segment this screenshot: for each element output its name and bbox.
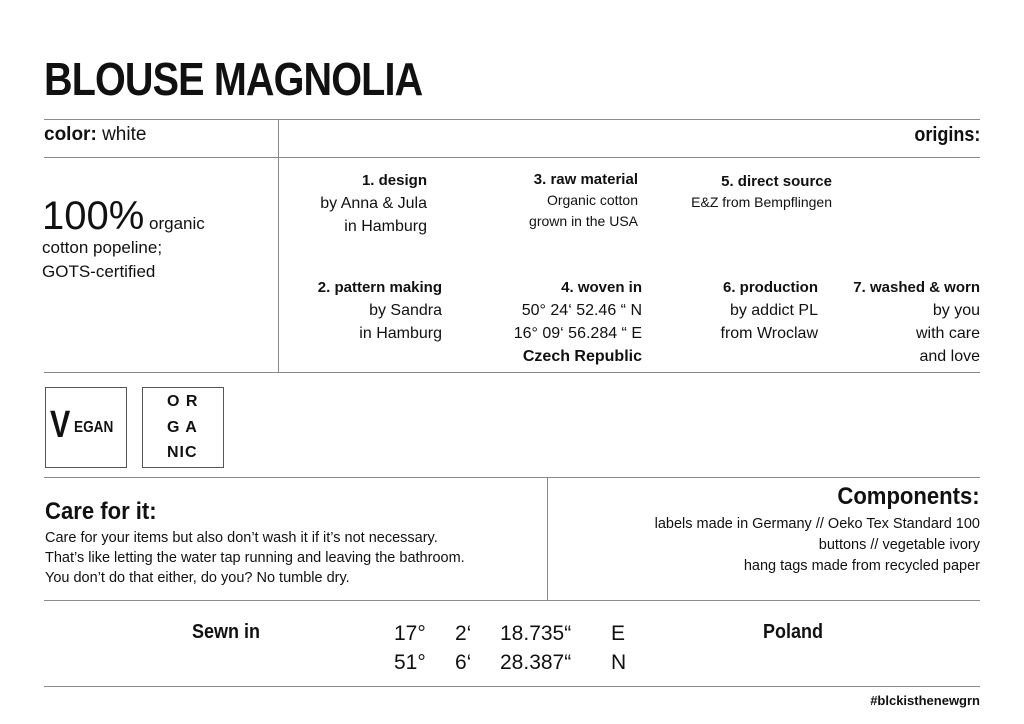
origin-step-production — [721, 276, 819, 345]
step-line: by Sandra — [369, 302, 442, 319]
coord-min: 6‘ — [455, 651, 472, 674]
step-country: Czech Republic — [522, 348, 642, 365]
step-line: 16° 09‘ 56.284 “ E — [513, 325, 642, 342]
components-line: buttons // vegetable ivory — [818, 537, 980, 553]
origins-label: origins: — [913, 124, 980, 146]
care-line: You don’t do that either, do you? No tumble dry. — [45, 570, 350, 586]
origin-step-woven-in — [514, 276, 642, 368]
vegan-badge — [45, 387, 127, 468]
step-line: E&Z from Bempflingen — [691, 194, 832, 210]
coord-min: 2‘ — [455, 622, 472, 645]
organic-badge-line: O R — [167, 393, 199, 410]
step-line: by you — [932, 302, 980, 319]
divider-care-bottom — [44, 600, 980, 601]
step-line: and love — [919, 348, 980, 365]
vegan-badge-initial: V — [50, 404, 71, 446]
divider-header — [44, 157, 980, 158]
divider-care-components — [547, 477, 548, 600]
step-line: in Hamburg — [359, 325, 442, 342]
origin-step-washed-worn — [853, 276, 980, 368]
sewn-in-label: Sewn in — [192, 621, 261, 643]
fabric-percent: 100% — [42, 194, 145, 238]
divider-top — [44, 119, 980, 120]
coord-sec: 18.735“ — [500, 622, 572, 645]
step-title: 3. raw material — [533, 171, 638, 188]
coord-dir: N — [611, 651, 627, 674]
care-line: Care for your items but also don’t wash it if it’s not necessary. — [45, 530, 438, 546]
care-line: That’s like letting the water tap running and leaving the bathroom. — [45, 550, 465, 566]
step-line: from Wroclaw — [720, 325, 818, 342]
fabric-composition — [42, 196, 272, 284]
coord-dir: E — [611, 622, 626, 645]
fabric-line2: cotton popeline; — [42, 238, 163, 257]
care-title: Care for it: — [45, 498, 157, 525]
origin-step-design — [320, 169, 427, 238]
color-label: color: — [44, 124, 97, 145]
origin-step-raw-material — [529, 169, 638, 232]
fabric-line3: GOTS-certified — [42, 262, 156, 281]
step-line: grown in the USA — [529, 213, 638, 229]
step-title: 5. direct source — [721, 173, 832, 190]
coord-deg: 17° — [394, 622, 426, 645]
organic-badge-line: G A — [167, 419, 198, 436]
care-text — [45, 528, 535, 588]
step-line: by Anna & Jula — [320, 195, 427, 212]
step-title: 2. pattern making — [317, 279, 442, 296]
divider-origins-left — [278, 119, 279, 372]
divider-badges-bottom — [44, 477, 980, 478]
step-line: 50° 24‘ 52.46 “ N — [521, 302, 642, 319]
coord-sec: 28.387“ — [500, 651, 572, 674]
organic-badge-line: NIC — [167, 444, 198, 461]
step-line: by addict PL — [729, 302, 818, 319]
step-line: with care — [915, 325, 980, 342]
step-line: Organic cotton — [546, 192, 638, 208]
step-line: in Hamburg — [344, 218, 427, 235]
fabric-line1: organic — [144, 214, 205, 233]
color-value: white — [102, 124, 147, 145]
origin-step-pattern-making — [318, 276, 442, 345]
vegan-badge-text: EGAN — [74, 419, 114, 436]
components-title: Components: — [837, 483, 980, 510]
components-text — [560, 514, 980, 577]
components-line: hang tags made from recycled paper — [743, 558, 980, 574]
step-title: 7. washed & worn — [853, 279, 980, 296]
organic-badge — [142, 387, 224, 468]
page-title: BLOUSE MAGNOLIA — [44, 53, 423, 105]
hashtag: #blckisthenewgrn — [870, 693, 980, 708]
step-title: 6. production — [723, 279, 818, 296]
coord-deg: 51° — [394, 651, 426, 674]
sewn-in-country: Poland — [763, 621, 824, 643]
divider-sewn-bottom — [44, 686, 980, 687]
origin-step-direct-source — [691, 171, 832, 213]
step-title: 4. woven in — [561, 279, 642, 296]
divider-origins-bottom — [44, 372, 980, 373]
step-title: 1. design — [361, 172, 427, 189]
color-field — [44, 124, 146, 146]
components-line: labels made in Germany // Oeko Tex Standard 100 — [654, 516, 980, 532]
